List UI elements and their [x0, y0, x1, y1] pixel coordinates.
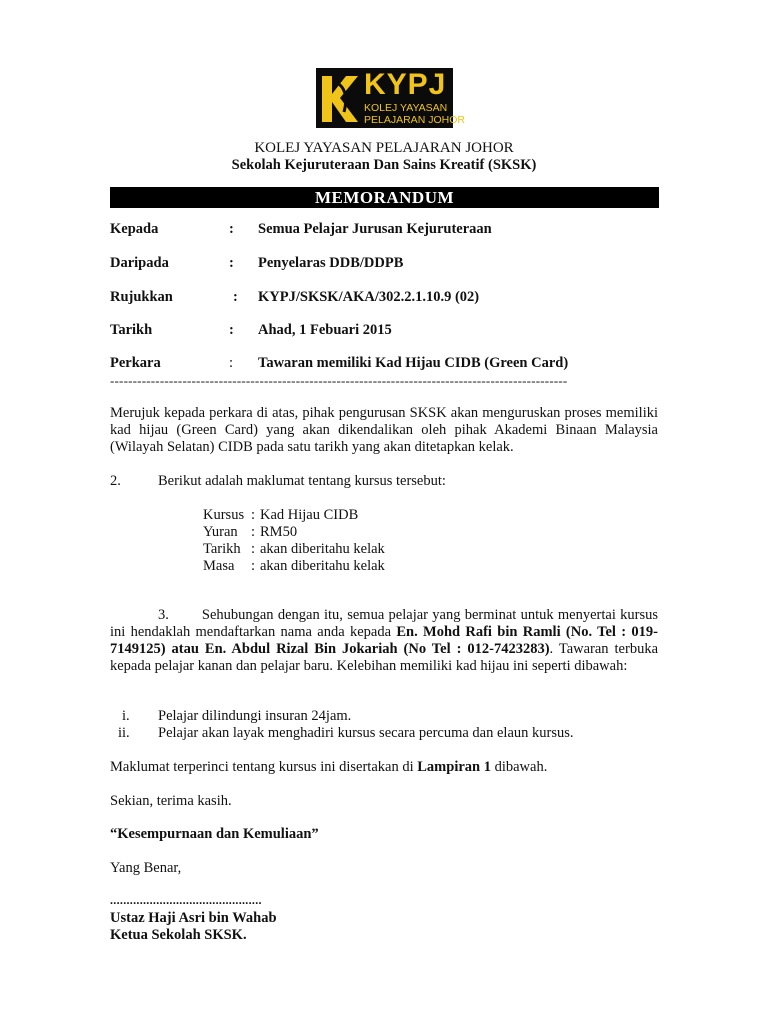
attachment-lead: Maklumat terperinci tentang kursus ini disertakan di: [110, 759, 418, 775]
course-key: Kursus: [203, 507, 245, 523]
signatory-title: Ketua Sekolah SKSK.: [110, 927, 247, 943]
para2-number: 2.: [110, 473, 121, 489]
field-value-tarikh: Ahad, 1 Febuari 2015: [258, 322, 392, 338]
attachment-note: [110, 759, 547, 776]
course-key: Yuran: [203, 524, 238, 540]
logo-text: KYPJ: [364, 68, 447, 101]
closing-text: Sekian, terima kasih.: [110, 793, 232, 809]
course-sep: :: [251, 507, 256, 523]
para3-lead: Sehubungan dengan itu, semua pelajar yang berminat untuk menyertai kursus ini hendaklah mendaftarkan nama anda kepada: [110, 607, 658, 640]
signature-line: ..............................................: [110, 893, 262, 907]
course-key: Tarikh: [203, 541, 241, 557]
para2-text: Berikut adalah maklumat tentang kursus tersebut:: [158, 473, 446, 489]
field-label-rujukkan: Rujukkan: [110, 289, 173, 305]
field-colon: :: [233, 289, 238, 305]
field-label-perkara: Perkara: [110, 355, 161, 371]
benefit-number: i.: [122, 708, 130, 724]
course-sep: :: [251, 558, 256, 574]
logo-emblem-icon: [316, 68, 366, 128]
field-value-kepada: Semua Pelajar Jurusan Kejuruteraan: [258, 221, 492, 237]
course-val: RM50: [260, 524, 298, 540]
college-name: KOLEJ YAYASAN PELAJARAN JOHOR: [254, 140, 514, 156]
course-sep: :: [251, 524, 256, 540]
para3-number: 3.: [158, 607, 169, 623]
field-label-daripada: Daripada: [110, 255, 169, 271]
logo-line1: KOLEJ YAYASAN: [364, 102, 448, 114]
contact-persons: En. Mohd Rafi bin Ramli (No. Tel : 019-7149125) atau En. Abdul Rizal Bin Jokariah (No Tel : 012-7423283): [110, 624, 658, 657]
field-colon: :: [229, 322, 234, 338]
motto: “Kesempurnaan dan Kemuliaan”: [110, 826, 319, 842]
course-sep: :: [251, 541, 256, 557]
benefit-item: Pelajar dilindungi insuran 24jam.: [158, 708, 352, 724]
attachment-tail: dibawah.: [490, 759, 548, 775]
benefit-number: ii.: [118, 725, 130, 741]
benefit-item: Pelajar akan layak menghadiri kursus secara percuma dan elaun kursus.: [158, 725, 574, 741]
course-val: akan diberitahu kelak: [260, 541, 385, 557]
field-value-rujukkan: KYPJ/SKSK/AKA/302.2.1.10.9 (02): [258, 289, 480, 305]
field-colon: :: [229, 255, 234, 271]
field-colon: :: [229, 355, 234, 371]
memo-title: MEMORANDUM: [110, 187, 659, 208]
school-name: Sekolah Kejuruteraan Dan Sains Kreatif (SKSK): [231, 157, 537, 173]
course-val: Kad Hijau CIDB: [260, 507, 359, 523]
divider-line: -----------------------------------------------------------------------------------------------------: [110, 373, 568, 388]
logo-line2: PELAJARAN JOHOR: [364, 114, 465, 126]
field-colon: :: [229, 221, 234, 237]
field-value-daripada: Penyelaras DDB/DDPB: [258, 255, 404, 271]
field-label-tarikh: Tarikh: [110, 322, 153, 338]
signatory-name: Ustaz Haji Asri bin Wahab: [110, 910, 277, 926]
course-key: Masa: [203, 558, 235, 574]
para3-tail: . Tawaran terbuka kepada pelajar kanan dan pelajar baru. Kelebihan memiliki kad hijau ini seperti dibawah:: [110, 641, 659, 674]
college-logo: [316, 68, 465, 128]
field-value-perkara: Tawaran memiliki Kad Hijau CIDB (Green Card): [258, 355, 569, 371]
paragraph-registration: [110, 607, 658, 675]
field-label-kepada: Kepada: [110, 221, 159, 237]
sign-off: Yang Benar,: [110, 860, 182, 876]
attachment-ref: Lampiran 1: [417, 759, 491, 775]
course-val: akan diberitahu kelak: [260, 558, 385, 574]
paragraph-intro: Merujuk kepada perkara di atas, pihak pengurusan SKSK akan menguruskan proses memiliki kad hijau (Green Card) yang akan dikendalikan oleh pihak Akademi Binaan Malaysia (Wilayah Selatan) CIDB pada satu tarikh yang akan ditetapkan kelak.: [110, 405, 658, 455]
